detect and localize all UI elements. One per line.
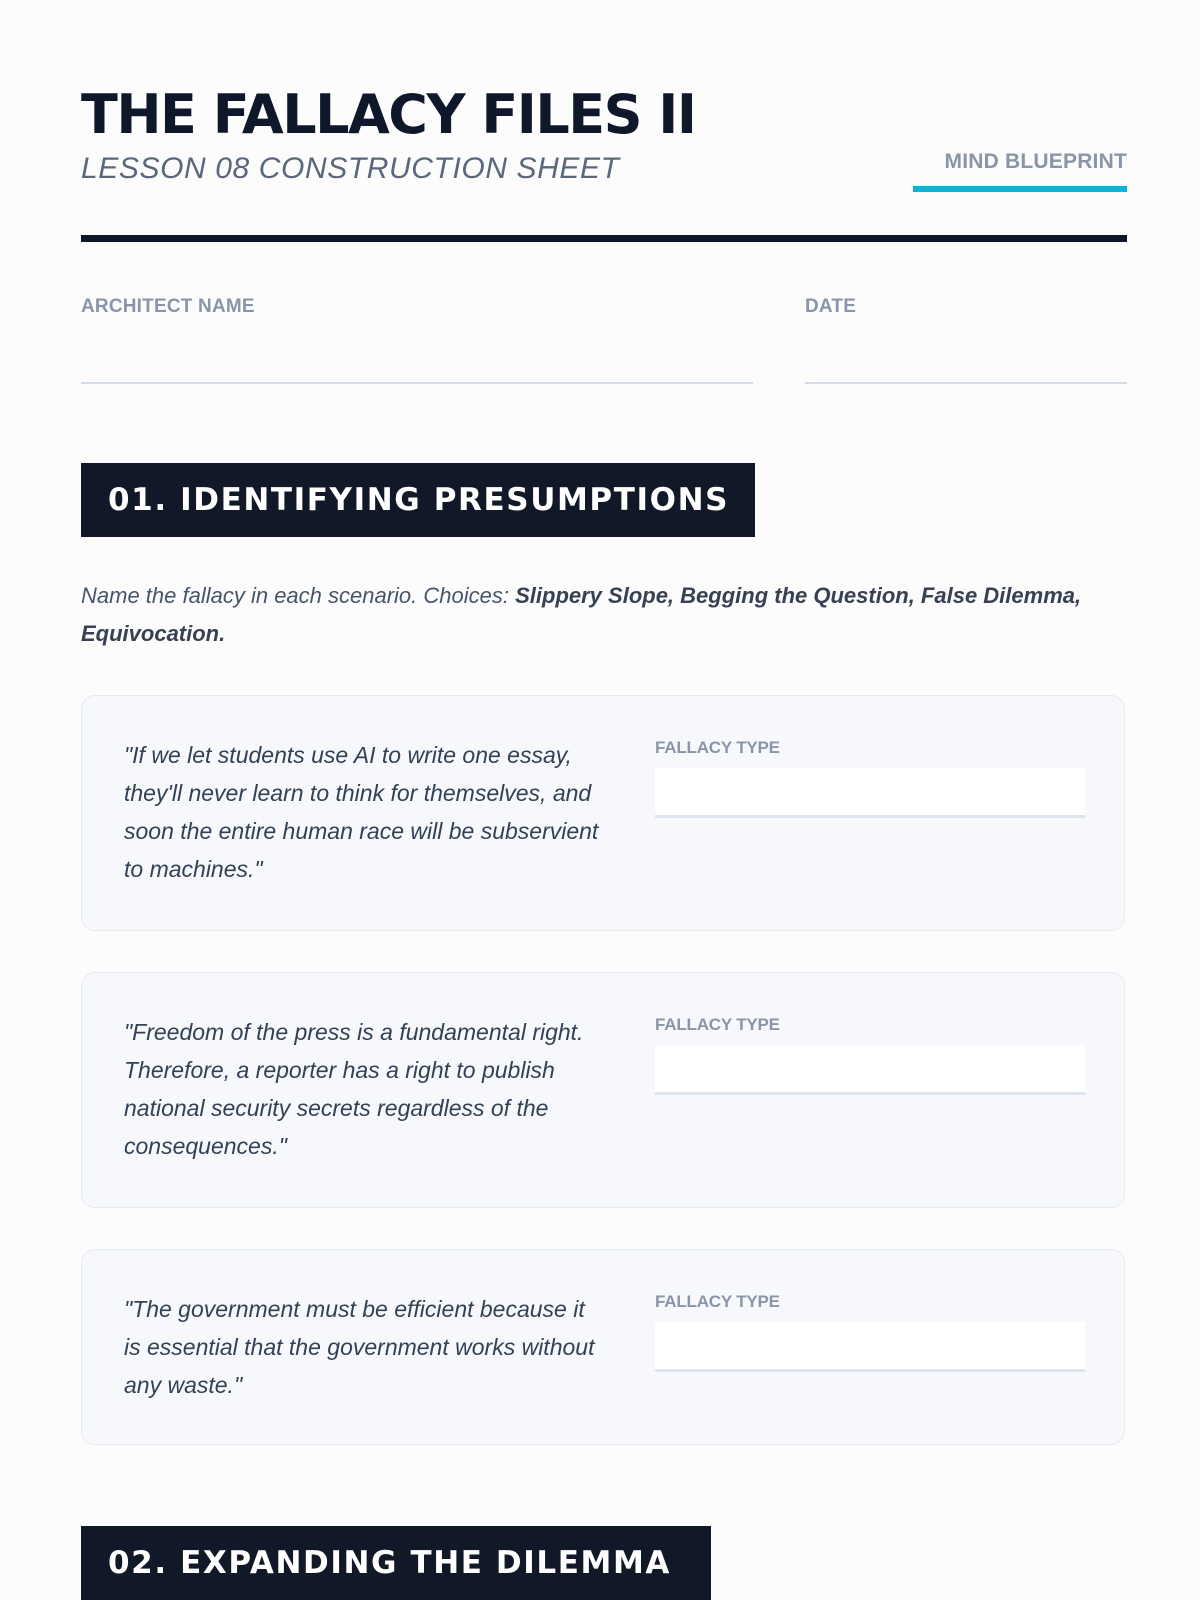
brand-underline <box>913 186 1127 192</box>
date-field[interactable] <box>805 382 1127 384</box>
scenario-card-3 <box>81 1249 1125 1445</box>
fallacy-type-input[interactable] <box>655 768 1085 818</box>
architect-name-label: ARCHITECT NAME <box>81 296 255 317</box>
fallacy-type-label: FALLACY TYPE <box>655 1292 780 1311</box>
scenario-quote: "The government must be efficient because it is essential that the government works without any waste." <box>124 1296 595 1398</box>
scenario-quote: "Freedom of the press is a fundamental right. Therefore, a reporter has a right to publish national security secrets regardless of the consequences." <box>124 1019 584 1159</box>
date-label: DATE <box>805 296 857 317</box>
lesson-subtitle: LESSON 08 CONSTRUCTION SHEET <box>81 152 620 185</box>
brand-label: MIND BLUEPRINT <box>944 150 1127 173</box>
fallacy-type-input[interactable] <box>655 1045 1085 1095</box>
fallacy-type-label: FALLACY TYPE <box>655 738 780 757</box>
instructions-text: Name the fallacy in each scenario. Choices: <box>81 583 516 608</box>
fallacy-choices: Slippery Slope, Begging the Question, False Dilemma, Equivocation. <box>81 583 1082 646</box>
scenario-quote: "If we let students use AI to write one essay, they'll never learn to think for themselves, and soon the entire human race will be subservient to machines." <box>124 742 599 882</box>
header-divider <box>81 235 1127 242</box>
scenario-card-2 <box>81 972 1125 1208</box>
scenario-card-1 <box>81 695 1125 931</box>
section-1-heading: 01. IDENTIFYING PRESUMPTIONS <box>81 463 755 537</box>
section-1-instructions <box>81 577 1101 653</box>
architect-name-field[interactable] <box>81 382 753 384</box>
worksheet-header <box>81 80 1127 240</box>
section-2-heading: 02. EXPANDING THE DILEMMA <box>81 1526 711 1600</box>
fallacy-type-input[interactable] <box>655 1322 1085 1372</box>
page-title: THE FALLACY FILES II <box>81 83 696 146</box>
fallacy-type-label: FALLACY TYPE <box>655 1015 780 1034</box>
